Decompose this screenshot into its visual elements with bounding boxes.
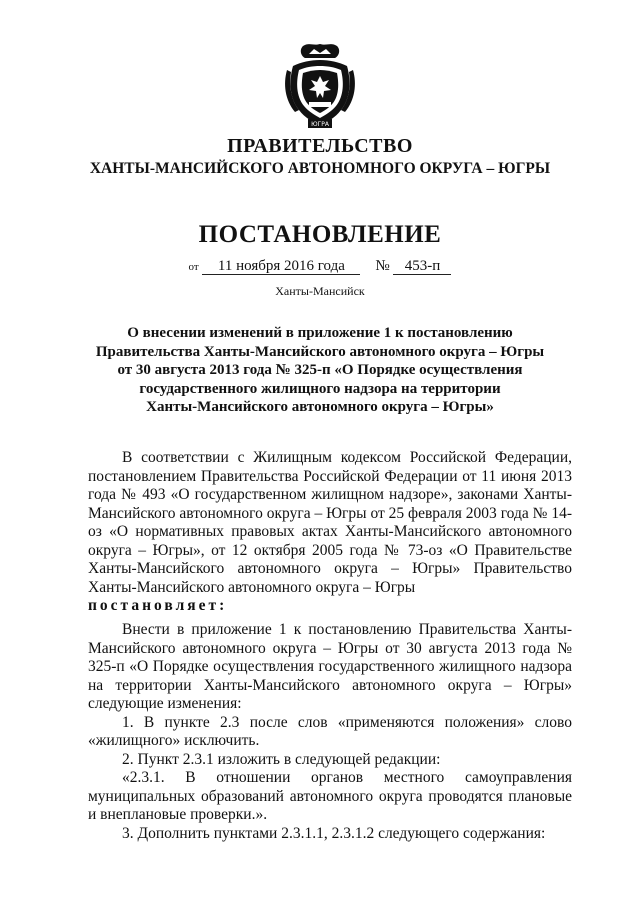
item-2: 2. Пункт 2.3.1 изложить в следующей редакции: bbox=[122, 750, 441, 768]
item-2-text: «2.3.1. В отношении органов местного самоуправления муниципальных образований автономного округа проводятся плановые и внеплановые проверки.». bbox=[88, 769, 572, 823]
document-number: 453-п bbox=[393, 258, 451, 275]
number-prefix: № bbox=[375, 258, 390, 274]
document-title bbox=[60, 324, 580, 417]
title-line: Правительства Ханты-Мансийского автономного округа – Югры bbox=[95, 343, 545, 360]
title-line: Ханты-Мансийского автономного округа – Югры» bbox=[146, 399, 494, 415]
item-1: 1. В пункте 2.3 после слов «применяются положения» слово «жилищного» исключить. bbox=[88, 713, 572, 749]
preamble-block bbox=[88, 449, 572, 616]
preamble-text: В соответствии с Жилищным кодексом Российской Федерации, постановлением Правительства Российской Федерации от 11 июня 2013 года № 493 «О государственном жилищном надзоре», законами Ханты-Мансийского автономного округа – Югры от 25 февраля 2003 года № 14-оз «О нормативных правовых актах Ханты-Мансийского автономного округа – Югры», от 12 октября 2005 года № 73-оз «О Правительстве Ханты-Мансийского автономного округа – Югры» Правительство Ханты-Мансийского автономного округа – Югры bbox=[88, 449, 572, 596]
date-prefix: от bbox=[188, 261, 199, 273]
document-type: ПОСТАНОВЛЕНИЕ bbox=[198, 221, 442, 248]
intro-paragraph: Внести в приложение 1 к постановлению Правительства Ханты-Мансийского автономного округа – Югры от 30 августа 2013 года № 325-п «О Порядке осуществления государственного жилищного надзора на территории Ханты-Мансийского автономного округа – Югры» следующие изменения: bbox=[88, 621, 572, 712]
item-3: 3. Дополнить пунктами 2.3.1.1, 2.3.1.2 следующего содержания: bbox=[122, 824, 546, 842]
document-date: 11 ноября 2016 года bbox=[202, 258, 360, 275]
resolution-block bbox=[88, 621, 572, 843]
title-line: О внесении изменений в приложение 1 к постановлению bbox=[127, 325, 513, 341]
region-name: ХАНТЫ-МАНСИЙСКОГО АВТОНОМНОГО ОКРУГА – ЮГРЫ bbox=[89, 160, 551, 177]
title-line: от 30 августа 2013 года № 325-п «О Порядке осуществления bbox=[117, 362, 523, 378]
title-line: государственного жилищного надзора на территории bbox=[139, 380, 501, 397]
city-name: Ханты-Мансийск bbox=[275, 284, 365, 298]
emblem-label: ЮГРА bbox=[311, 121, 329, 128]
coat-of-arms-icon bbox=[279, 40, 361, 130]
resolves-word: постановляет: bbox=[88, 597, 228, 614]
date-number-line bbox=[60, 258, 580, 275]
government-name: ПРАВИТЕЛЬСТВО bbox=[227, 135, 413, 157]
